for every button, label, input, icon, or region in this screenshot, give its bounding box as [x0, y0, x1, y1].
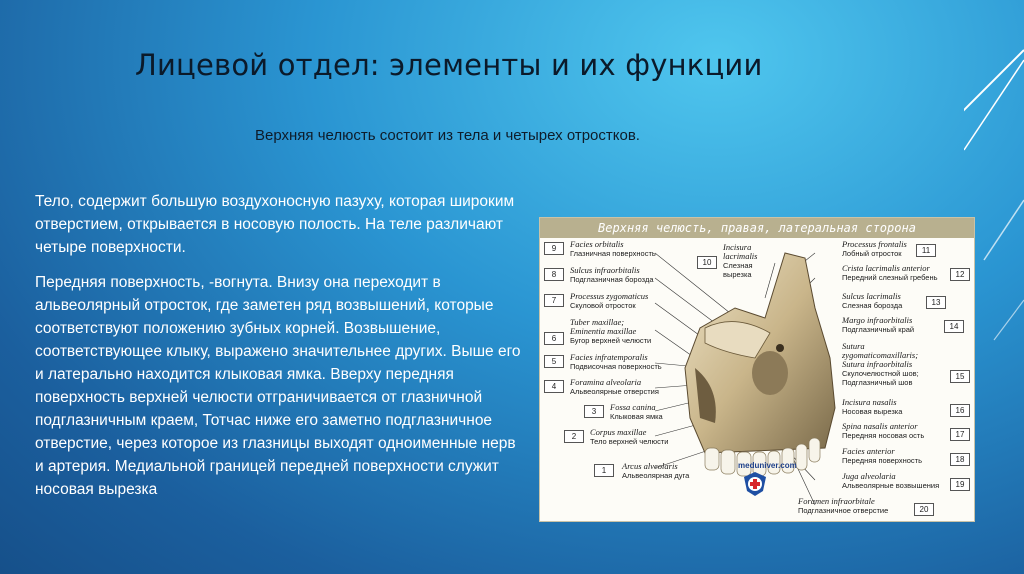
label-number: 5 — [544, 355, 564, 368]
label-foramen-infraorbitale: Foramen infraorbitale Подглазничное отверстие — [798, 496, 889, 515]
label-sutura-zygomaticomaxillaris: Sutura zygomaticomaxillaris; Sutura infraorbitalis Скулочелюстной шов; Подглазничный шов — [842, 341, 919, 387]
label-incisura-nasalis: Incisura nasalis Носовая вырезка — [842, 397, 903, 416]
label-number: 12 — [950, 268, 970, 281]
maxilla-illustration — [539, 217, 975, 522]
paragraph-anterior-surface: Передняя поверхность, -вогнута. Внизу она переходит в альвеолярный отросток, где заметен ряд возвышений, которые соответствуют положению зубных корней. Возвышение, соответствующее клыку, выражено значительнее других. Выше его и латерально находится клыковая ямка. Вверху передняя поверхность верхней челюсти отграничивается от глазничной подглазничным краем, Тотчас ниже его заметно подглазничное отверстие, через которое из глазницы выходят одноименные нерв и артерия. Медиальной границей передней поверхности служит носовая вырезка — [35, 274, 521, 498]
label-number: 9 — [544, 242, 564, 255]
label-number: 3 — [584, 405, 604, 418]
label-sulcus-lacrimalis: Sulcus lacrimalis Слезная борозда — [842, 291, 903, 310]
label-juga-alveolaria: Juga alveolaria Альвеолярные возвышения — [842, 471, 940, 490]
label-number: 20 — [914, 503, 934, 516]
paragraph-body: Тело, содержит большую воздухоносную пазуху, которая широким отверстием, открывается в носовую полость. На теле различают четыре поверхности. — [35, 193, 515, 256]
label-number: 17 — [950, 428, 970, 441]
label-number: 16 — [950, 404, 970, 417]
slide-title: Лицевой отдел: элементы и их функции — [135, 48, 763, 82]
body-text — [35, 190, 525, 513]
figure-header: Верхняя челюсть, правая, латеральная сторона — [540, 218, 974, 238]
label-sulcus-infraorbitalis: Sulcus infraorbitalis Подглазничная борозда — [570, 265, 654, 284]
label-number: 6 — [544, 332, 564, 345]
medical-shield-logo — [742, 471, 768, 497]
label-processus-frontalis: Processus frontalis Лобный отросток — [842, 239, 907, 258]
label-number: 7 — [544, 294, 564, 307]
label-tuber-maxillae: Tuber maxillae; Eminentia maxillae Бугор верхней челюсти — [570, 317, 652, 345]
label-number: 13 — [926, 296, 946, 309]
label-processus-zygomaticus: Processus zygomaticus Скуловой отросток — [570, 291, 649, 310]
label-facies-anterior: Facies anterior Передняя поверхность — [842, 446, 923, 465]
label-facies-orbitalis: Facies orbitalis Глазничная поверхность — [570, 239, 656, 258]
label-number: 19 — [950, 478, 970, 491]
label-corpus-maxillae: Corpus maxillae Тело верхней челюсти — [590, 427, 669, 446]
maxilla-bone-image — [675, 248, 845, 478]
label-number: 4 — [544, 380, 564, 393]
watermark-text: meduniver.com — [738, 461, 797, 470]
label-crista-lacrimalis-anterior: Crista lacrimalis anterior Передний слезный гребень — [842, 263, 938, 282]
label-foramina-alveolaria: Foramina alveolaria Альвеолярные отверстия — [570, 377, 659, 396]
label-number: 11 — [916, 244, 936, 257]
label-number: 8 — [544, 268, 564, 281]
label-number: 15 — [950, 370, 970, 383]
label-spina-nasalis-anterior: Spina nasalis anterior Передняя носовая ость — [842, 421, 925, 440]
label-number: 14 — [944, 320, 964, 333]
label-number: 1 — [594, 464, 614, 477]
label-facies-infratemporalis: Facies infratemporalis Подвисочная поверхность — [570, 352, 662, 371]
label-number: 18 — [950, 453, 970, 466]
label-margo-infraorbitalis: Margo infraorbitalis Подглазничный край — [842, 315, 915, 334]
label-number: 2 — [564, 430, 584, 443]
label-fossa-canina: Fossa canina Клыковая ямка — [610, 402, 663, 421]
label-incisura-lacrimalis: Incisura lacrimalis Слезная вырезка — [723, 242, 758, 279]
label-number: 10 — [697, 256, 717, 269]
slide-subtitle: Верхняя челюсть состоит из тела и четырех отростков. — [255, 127, 640, 144]
label-arcus-alveolaris: Arcus alveolaris Альвеолярная дуга — [622, 461, 690, 480]
